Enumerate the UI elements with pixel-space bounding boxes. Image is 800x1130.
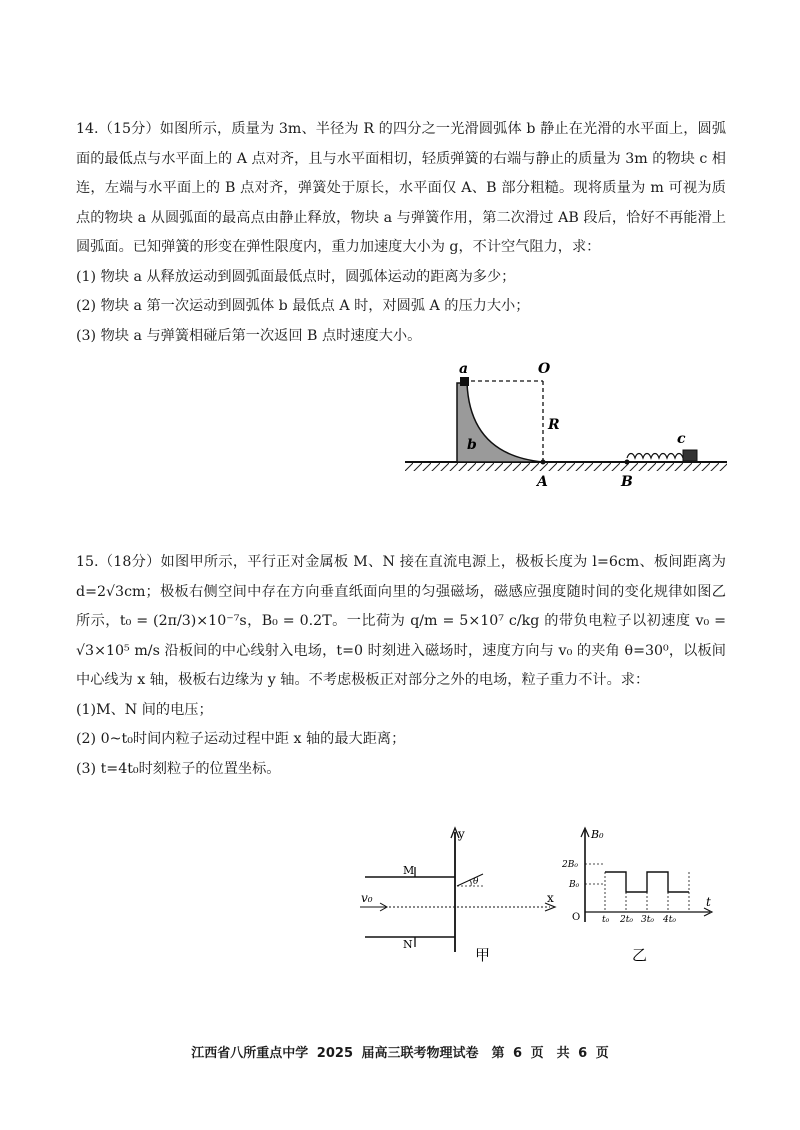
label-point-a: A <box>537 474 548 490</box>
jia-label-n: N <box>403 938 413 951</box>
jia-caption: 甲 <box>475 946 491 964</box>
question-14-part-3: (3) 物块 a 与弹簧相碰后第一次返回 B 点时速度大小。 <box>76 327 422 344</box>
spring <box>627 454 683 459</box>
question-14-stem <box>76 115 726 263</box>
block-a <box>460 377 469 386</box>
question-15-text: 如图甲所示，平行正对金属板 M、N 接在直流电源上，极板长度为 l=6cm、板间距离为 d=2√3cm；极板右侧空间中存在方向垂直纸面向里的匀强磁场，磁感应强度随时间的变化规律如图乙所示，t₀ = (2π/3)×10⁻⁷s，B₀ = 0.2T。一比荷为 q/m = 5×10⁷ c/kg 的带负电粒子以初速度 v₀ = √3×10⁵ m/s 沿板间的中心线射入电场，t=0 时刻进入磁场时，速度方向与 v₀ 的夹角 θ=30⁰，以板间中心线为 x 轴，极板右边缘为 y 轴。不考虑极板正对部分之外的电场，粒子重力不计。求： <box>76 554 726 688</box>
question-14 <box>76 115 726 351</box>
figure-yi <box>560 822 720 972</box>
question-14-header: 14.（15分） <box>76 121 160 137</box>
yi-label-b0: B₀ <box>569 880 580 890</box>
jia-label-m: M <box>403 864 415 877</box>
yi-label-o: O <box>572 912 581 923</box>
label-b: b <box>467 437 477 453</box>
question-15-stem <box>76 548 726 696</box>
question-14-figure <box>395 355 735 495</box>
yi-label-t: t <box>706 895 711 909</box>
question-15-part-3: (3) t=4t₀时刻粒子的位置坐标。 <box>76 760 281 777</box>
yi-label-2b0: 2B₀ <box>562 860 578 870</box>
label-o: O <box>538 361 551 377</box>
yi-tick-2t0: 2t₀ <box>620 915 633 925</box>
jia-label-theta: θ <box>473 877 479 887</box>
question-14-part-1: (1) 物块 a 从释放运动到圆弧面最低点时，圆弧体运动的距离为多少； <box>76 268 516 285</box>
figure-jia <box>355 822 575 972</box>
jia-label-y: y <box>458 827 465 841</box>
jia-label-x: x <box>547 891 554 905</box>
jia-angle-arc <box>469 880 471 886</box>
yi-tick-3t0: 3t₀ <box>641 915 654 925</box>
label-point-b: B <box>621 474 633 490</box>
question-15-header: 15.（18分） <box>76 554 161 570</box>
yi-label-b0-axis: B₀ <box>591 828 604 841</box>
question-15-part-2: (2) 0~t₀时间内粒子运动过程中距 x 轴的最大距离； <box>76 731 406 747</box>
label-r: R <box>548 417 560 433</box>
ground-hatch <box>405 463 727 471</box>
block-c <box>683 450 697 461</box>
point-a-dot <box>541 460 546 465</box>
label-c: c <box>677 431 686 447</box>
jia-label-v0: v₀ <box>361 891 373 905</box>
yi-caption: 乙 <box>632 946 648 964</box>
question-14-part-2: (2) 物块 a 第一次运动到圆弧体 b 最低点 A 时，对圆弧 A 的压力大小； <box>76 298 530 314</box>
label-a: a <box>459 361 469 377</box>
question-15-part-1: (1)M、N 间的电压； <box>76 701 213 718</box>
yi-tick-t0: t₀ <box>602 915 610 925</box>
point-b-dot <box>625 460 630 465</box>
yi-waveform <box>605 872 689 912</box>
jia-velocity-line <box>457 874 483 886</box>
yi-tick-4t0: 4t₀ <box>663 915 676 925</box>
question-14-text: 如图所示，质量为 3m、半径为 R 的四分之一光滑圆弧体 b 静止在光滑的水平面上，圆弧面的最低点与水平面上的 A 点对齐，且与水平面相切，轻质弹簧的右端与静止的质量为 3m 的物块 c 相连，左端与水平面上的 B 点对齐，弹簧处于原长，水平面仅 A、B 部分粗糙。现将质量为 m 可视为质点的物块 a 从圆弧面的最高点由静止释放，物块 a 与弹簧作用，第二次滑过 AB 段后，恰好不再能滑上圆弧面。已知弹簧的形变在弹性限度内，重力加速度大小为 g，不计空气阻力，求： <box>76 121 727 255</box>
question-15 <box>76 548 726 784</box>
page-footer: 江西省八所重点中学 2025 届高三联考物理试卷 第 6 页 共 6 页 <box>191 1046 609 1061</box>
